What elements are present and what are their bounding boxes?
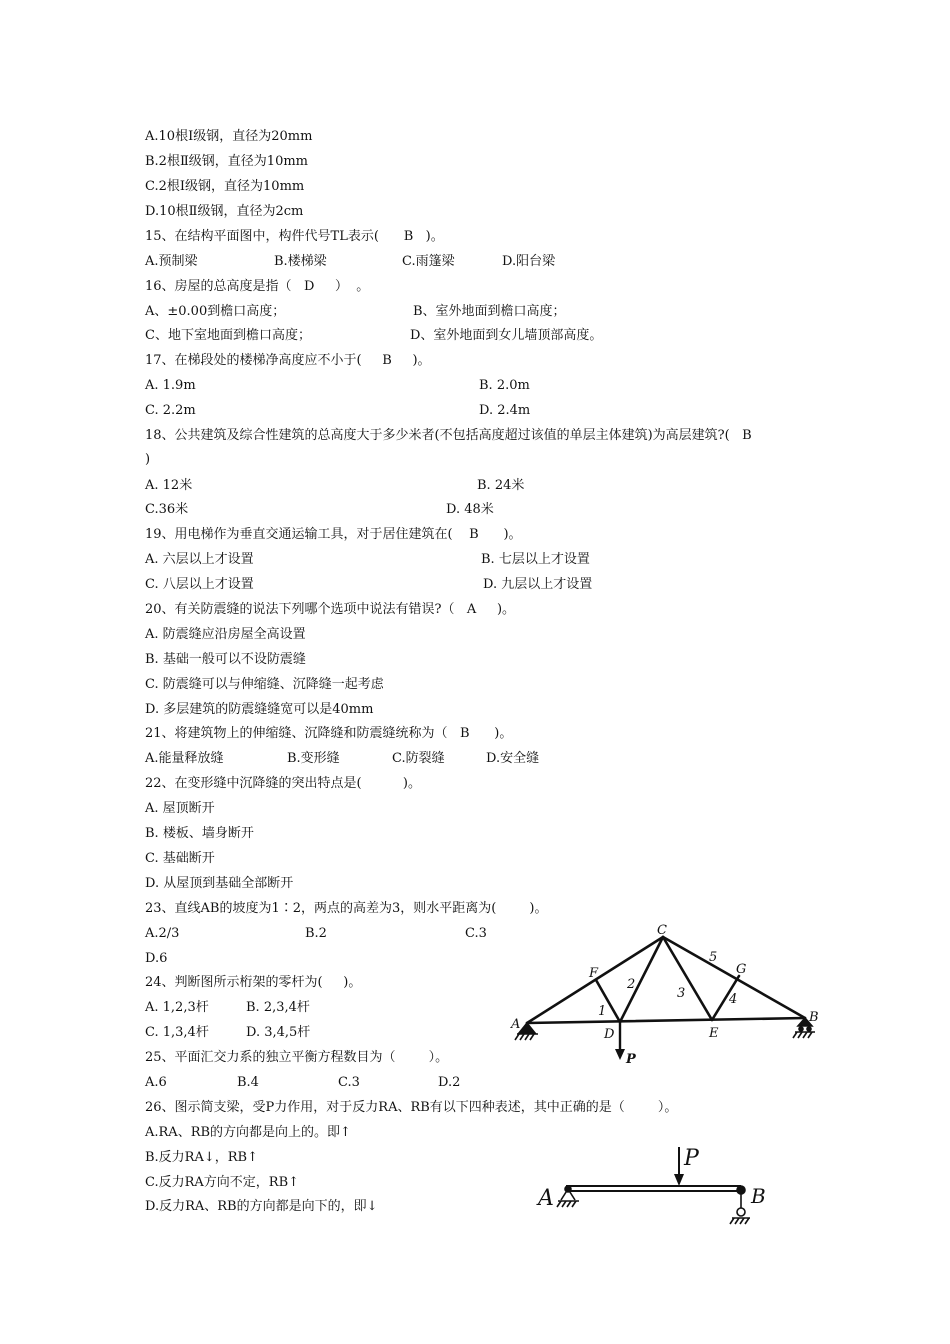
q25-option-b: B.4 [237,1075,259,1090]
q15-option-a: A.预制梁 [145,254,198,269]
q19-option-a: A. 六层以上才设置 [145,552,254,567]
q21-option-d: D.安全缝 [486,751,540,766]
q22-option-b: B. 楼板、墙身断开 [145,826,254,841]
q26-stem: 26、图示简支梁，受P力作用，对于反力RA、RB有以下四种表述，其中正确的是（ ）。 [145,1100,678,1115]
truss-node-E: E [709,1026,719,1041]
q14-option-c: C.2根Ⅰ级钢，直径为10mm [145,179,305,194]
beam-label-B: B [751,1184,766,1208]
load-arrow-icon [674,1147,684,1186]
q14-option-b: B.2根Ⅱ级钢，直径为10mm [145,154,308,169]
truss-member-3 [663,937,712,1020]
q18-option-a: A. 12米 [145,478,193,493]
q23-option-d: D.6 [145,951,168,966]
q15-option-b: B.楼梯梁 [274,254,327,269]
q18-stem-cont: ) [145,452,151,467]
q24-option-d: D. 3,4,5杆 [246,1025,311,1040]
q20-option-c: C. 防震缝可以与伸缩缝、沉降缝一起考虑 [145,677,384,692]
beam-load-label: P [684,1146,699,1171]
q19-option-c: C. 八层以上才设置 [145,577,254,592]
truss-member-label-4: 4 [729,992,738,1007]
q26-option-c: C.反力RA方向不定，RB↑ [145,1175,300,1190]
q25-option-d: D.2 [438,1075,461,1090]
truss-node-G: G [736,962,747,977]
q24-option-a: A. 1,2,3杆 [145,1000,209,1015]
q18-stem: 18、公共建筑及综合性建筑的总高度大于多少米者(不包括高度超过该值的单层主体建筑)为高层建筑?( B [145,428,752,443]
q25-stem: 25、平面汇交力系的独立平衡方程数目为（ ）。 [145,1050,449,1065]
q16-option-b: B、室外地面到檐口高度； [413,304,566,319]
pin-support-icon [557,1186,579,1207]
q24-stem: 24、判断图所示桁架的零杆为( )。 [145,975,362,990]
truss-diagram [505,920,825,1070]
q22-option-d: D. 从屋顶到基础全部断开 [145,876,294,891]
truss-node-C: C [657,923,667,938]
truss-member-label-5: 5 [709,950,718,965]
truss-node-F: F [589,966,599,981]
q19-option-d: D. 九层以上才设置 [483,577,593,592]
truss-member-label-1: 1 [598,1004,607,1019]
q23-stem: 23、直线AB的坡度为1∶2，两点的高差为3，则水平距离为( )。 [145,901,548,916]
q17-option-a: A. 1.9m [145,378,196,393]
q14-option-d: D.10根Ⅱ级钢，直径为2cm [145,204,304,219]
q16-option-c: C、地下室地面到檐口高度； [145,328,311,343]
q22-option-a: A. 屋顶断开 [145,801,215,816]
q20-option-d: D. 多层建筑的防震缝缝宽可以是40mm [145,702,374,717]
truss-node-D: D [604,1027,615,1042]
q16-option-d: D、室外地面到女儿墙顶部高度。 [410,328,603,343]
q18-option-c: C.36米 [145,502,189,517]
truss-node-B: B [809,1010,819,1025]
truss-member-label-2: 2 [627,977,636,992]
q25-option-c: C.3 [338,1075,360,1090]
q17-option-c: C. 2.2m [145,403,196,418]
beam-diagram [525,1140,785,1235]
q15-option-c: C.雨篷梁 [402,254,455,269]
q25-option-a: A.6 [145,1075,167,1090]
q21-stem: 21、将建筑物上的伸缩缝、沉降缝和防震缝统称为（ B )。 [145,726,513,741]
q26-option-d: D.反力RA、RB的方向都是向下的，即↓ [145,1199,378,1214]
truss-node-A: A [511,1017,521,1032]
q15-option-d: D.阳台梁 [502,254,556,269]
q21-option-c: C.防裂缝 [392,751,445,766]
truss-load-label: P [626,1052,636,1067]
beam-label-A: A [538,1186,554,1211]
q17-option-b: B. 2.0m [479,378,530,393]
q16-option-a: A、±0.00到檐口高度； [145,304,286,319]
q14-option-a: A.10根Ⅰ级钢，直径为20mm [145,129,313,144]
q26-option-a: A.RA、RB的方向都是向上的。即↑ [145,1125,351,1140]
q20-option-b: B. 基础一般可以不设防震缝 [145,652,306,667]
q24-option-c: C. 1,3,4杆 [145,1025,209,1040]
q23-option-c: C.3 [465,926,487,941]
q16-stem: 16、房屋的总高度是指（ D ） 。 [145,279,370,294]
q20-option-a: A. 防震缝应沿房屋全高设置 [145,627,306,642]
q19-option-b: B. 七层以上才设置 [481,552,590,567]
q15-stem: 15、在结构平面图中，构件代号TL表示( B )。 [145,229,444,244]
truss-member-label-3: 3 [677,986,686,1001]
q22-option-c: C. 基础断开 [145,851,215,866]
q22-stem: 22、在变形缝中沉降缝的突出特点是( )。 [145,776,422,791]
load-arrow-icon [615,1022,625,1060]
q24-option-b: B. 2,3,4杆 [246,1000,310,1015]
q23-option-a: A.2/3 [145,926,180,941]
q18-option-b: B. 24米 [477,478,525,493]
beam [566,1186,741,1191]
truss-member-AB [527,1018,805,1023]
q21-option-a: A.能量释放缝 [145,751,224,766]
q17-option-d: D. 2.4m [479,403,531,418]
q18-option-d: D. 48米 [446,502,494,517]
q19-stem: 19、用电梯作为垂直交通运输工具，对于居住建筑在( B )。 [145,527,522,542]
q23-option-b: B.2 [305,926,327,941]
q17-stem: 17、在梯段处的楼梯净高度应不小于( B )。 [145,353,431,368]
q20-stem: 20、有关防震缝的说法下列哪个选项中说法有错误?（ A )。 [145,602,516,617]
q26-option-b: B.反力RA↓，RB↑ [145,1150,258,1165]
q21-option-b: B.变形缝 [287,751,340,766]
